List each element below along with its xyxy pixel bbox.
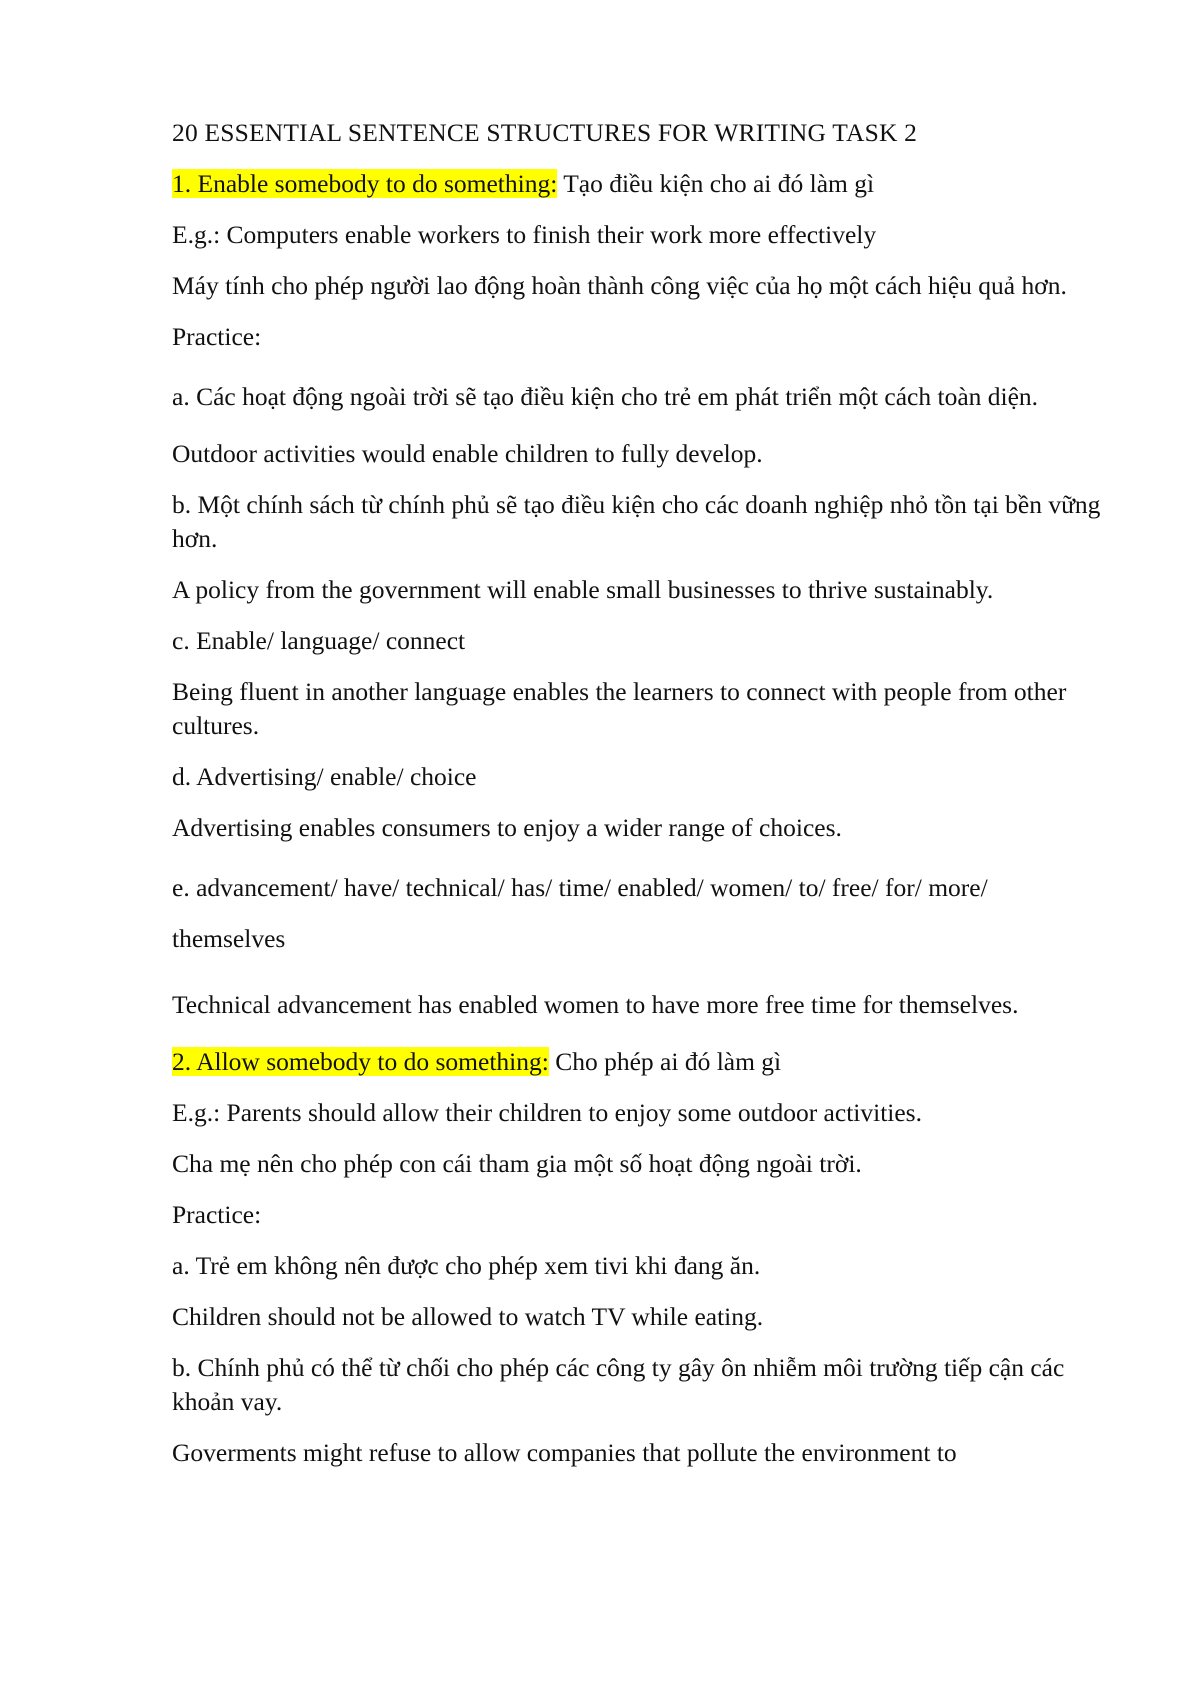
section-2-practice-a-en: Children should not be allowed to watch TV while eating. [172, 1302, 764, 1331]
document-body [172, 116, 1102, 1487]
section-1-example-vi: Máy tính cho phép người lao động hoàn thành công việc của họ một cách hiệu quả hơn. [172, 271, 1067, 300]
section-2-heading: 2. Allow somebody to do something: [172, 1047, 549, 1076]
section-1-practice-e-en: Technical advancement has enabled women to have more free time for themselves. [172, 990, 1019, 1019]
section-1-practice-b-en: A policy from the government will enable small businesses to thrive sustainably. [172, 575, 994, 604]
section-1-practice-d-prompt: d. Advertising/ enable/ choice [172, 762, 477, 791]
section-1-practice-c-prompt: c. Enable/ language/ connect [172, 626, 466, 655]
section-1-example-en: E.g.: Computers enable workers to finish their work more effectively [172, 220, 877, 249]
section-1-heading: 1. Enable somebody to do something: [172, 169, 558, 198]
section-2-example-en: E.g.: Parents should allow their children to enjoy some outdoor activities. [172, 1098, 922, 1127]
document-title: 20 ESSENTIAL SENTENCE STRUCTURES FOR WRITING TASK 2 [172, 118, 918, 147]
section-1-practice-e-prompt: e. advancement/ have/ technical/ has/ time/ enabled/ women/ to/ free/ for/ more/ themselves [172, 873, 988, 953]
section-1-practice-d-en: Advertising enables consumers to enjoy a wider range of choices. [172, 813, 842, 842]
section-2-practice-a-vi: a. Trẻ em không nên được cho phép xem tivi khi đang ăn. [172, 1251, 761, 1280]
section-1-practice-a-en: Outdoor activities would enable children to fully develop. [172, 439, 763, 468]
section-1-heading-line [172, 167, 1102, 201]
section-1-meaning: Tạo điều kiện cho ai đó làm gì [557, 169, 875, 198]
section-1-practice-label: Practice: [172, 322, 262, 351]
section-2-heading-line [172, 1045, 1102, 1079]
section-2-practice-b-vi: b. Chính phủ có thể từ chối cho phép các công ty gây ôn nhiễm môi trường tiếp cận các khoản vay. [172, 1353, 1065, 1416]
section-1-practice-a-vi: a. Các hoạt động ngoài trời sẽ tạo điều kiện cho trẻ em phát triển một cách toàn diện. [172, 382, 1039, 411]
section-2-practice-label: Practice: [172, 1200, 262, 1229]
section-2-example-vi: Cha mẹ nên cho phép con cái tham gia một số hoạt động ngoài trời. [172, 1149, 862, 1178]
section-1-practice-c-en: Being fluent in another language enables the learners to connect with people from other cultures. [172, 677, 1067, 740]
section-1-practice-b-vi: b. Một chính sách từ chính phủ sẽ tạo điều kiện cho các doanh nghiệp nhỏ tồn tại bền vững hơn. [172, 490, 1101, 553]
section-2-meaning: Cho phép ai đó làm gì [548, 1047, 782, 1076]
section-2-practice-b-en: Goverments might refuse to allow companies that pollute the environment to [172, 1438, 957, 1467]
